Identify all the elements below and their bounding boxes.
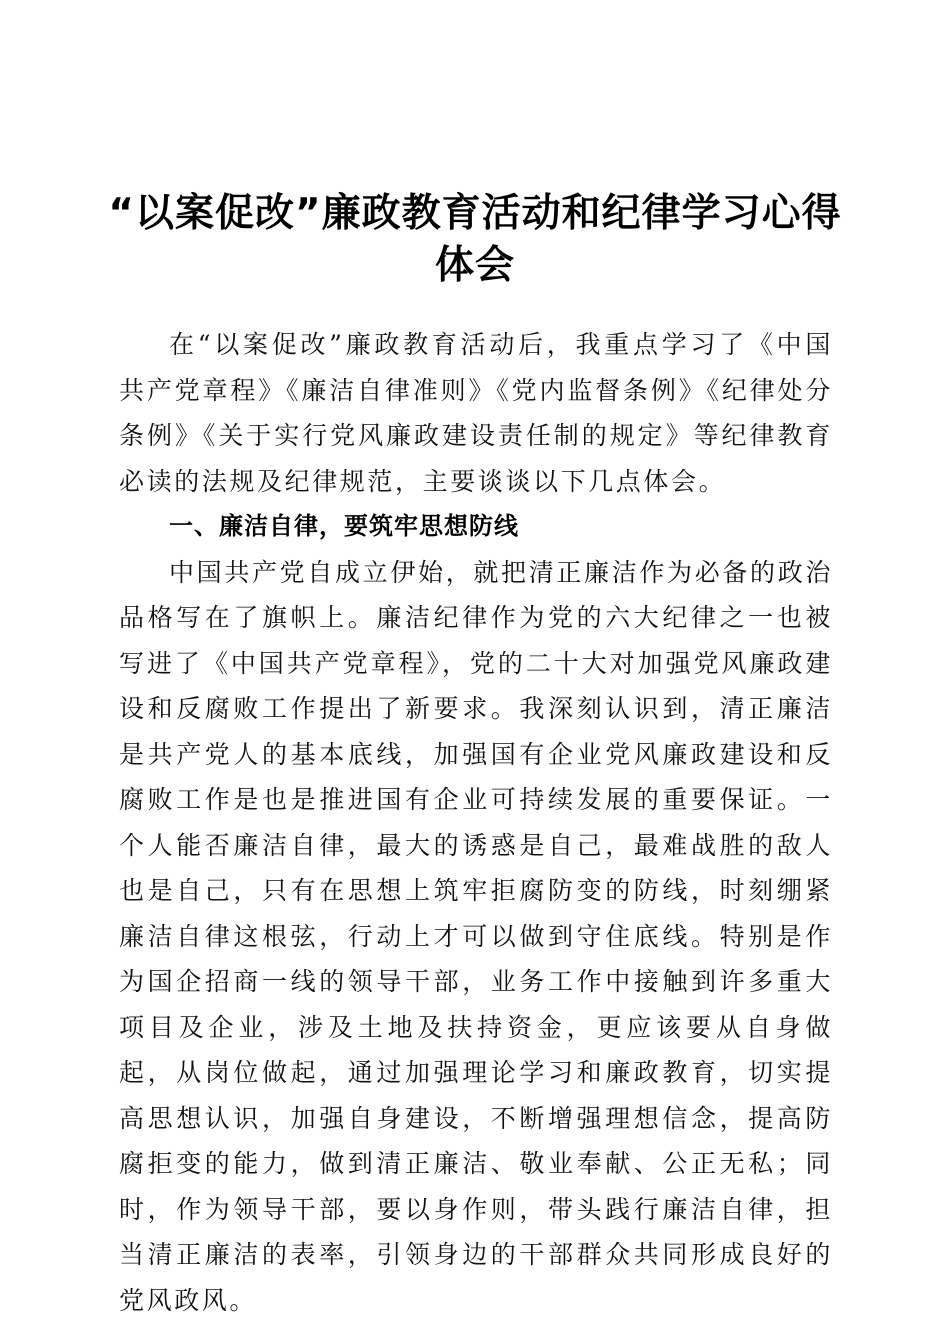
- section-paragraph: 中国共产党自成立伊始，就把清正廉洁作为必备的政治品格写在了旗帜上。廉洁纪律作为党的六大纪律之一也被写进了《中国共产党章程》，党的二十大对加强党风廉政建设和反腐败工作提出了新要求。我深刻认识到，清正廉洁是共产党人的基本底线，加强国有企业党风廉政建设和反腐败工作是也是推进国有企业可持续发展的重要保证。一个人能否廉洁自律，最大的诱惑是自己，最难战胜的敌人也是自己，只有在思想上筑牢拒腐防变的防线，时刻绷紧廉洁自律这根弦，行动上才可以做到守住底线。特别是作为国企招商一线的领导干部，业务工作中接触到许多重大项目及企业，涉及土地及扶持资金，更应该要从自身做起，从岗位做起，通过加强理论学习和廉政教育，切实提高思想认识，加强自身建设，不断增强理想信念，提高防腐拒变的能力，做到清正廉洁、敬业奉献、公正无私；同时，作为领导干部，要以身作则，带头践行廉洁自律，担当清正廉洁的表率，引领身边的干部群众共同形成良好的党风政风。: [119, 557, 833, 1315]
- document-body: [119, 322, 833, 1323]
- section-heading: 一、廉洁自律，要筑牢思想防线: [169, 512, 519, 540]
- document-title: “以案促改”廉政教育活动和纪律学习心得体会: [108, 191, 842, 288]
- intro-paragraph: 在“以案促改”廉政教育活动后，我重点学习了《中国共产党章程》《廉洁自律准则》《党内监督条例》《纪律处分条例》《关于实行党风廉政建设责任制的规定》等纪律教育必读的法规及纪律规范，主要谈谈以下几点体会。: [119, 330, 833, 496]
